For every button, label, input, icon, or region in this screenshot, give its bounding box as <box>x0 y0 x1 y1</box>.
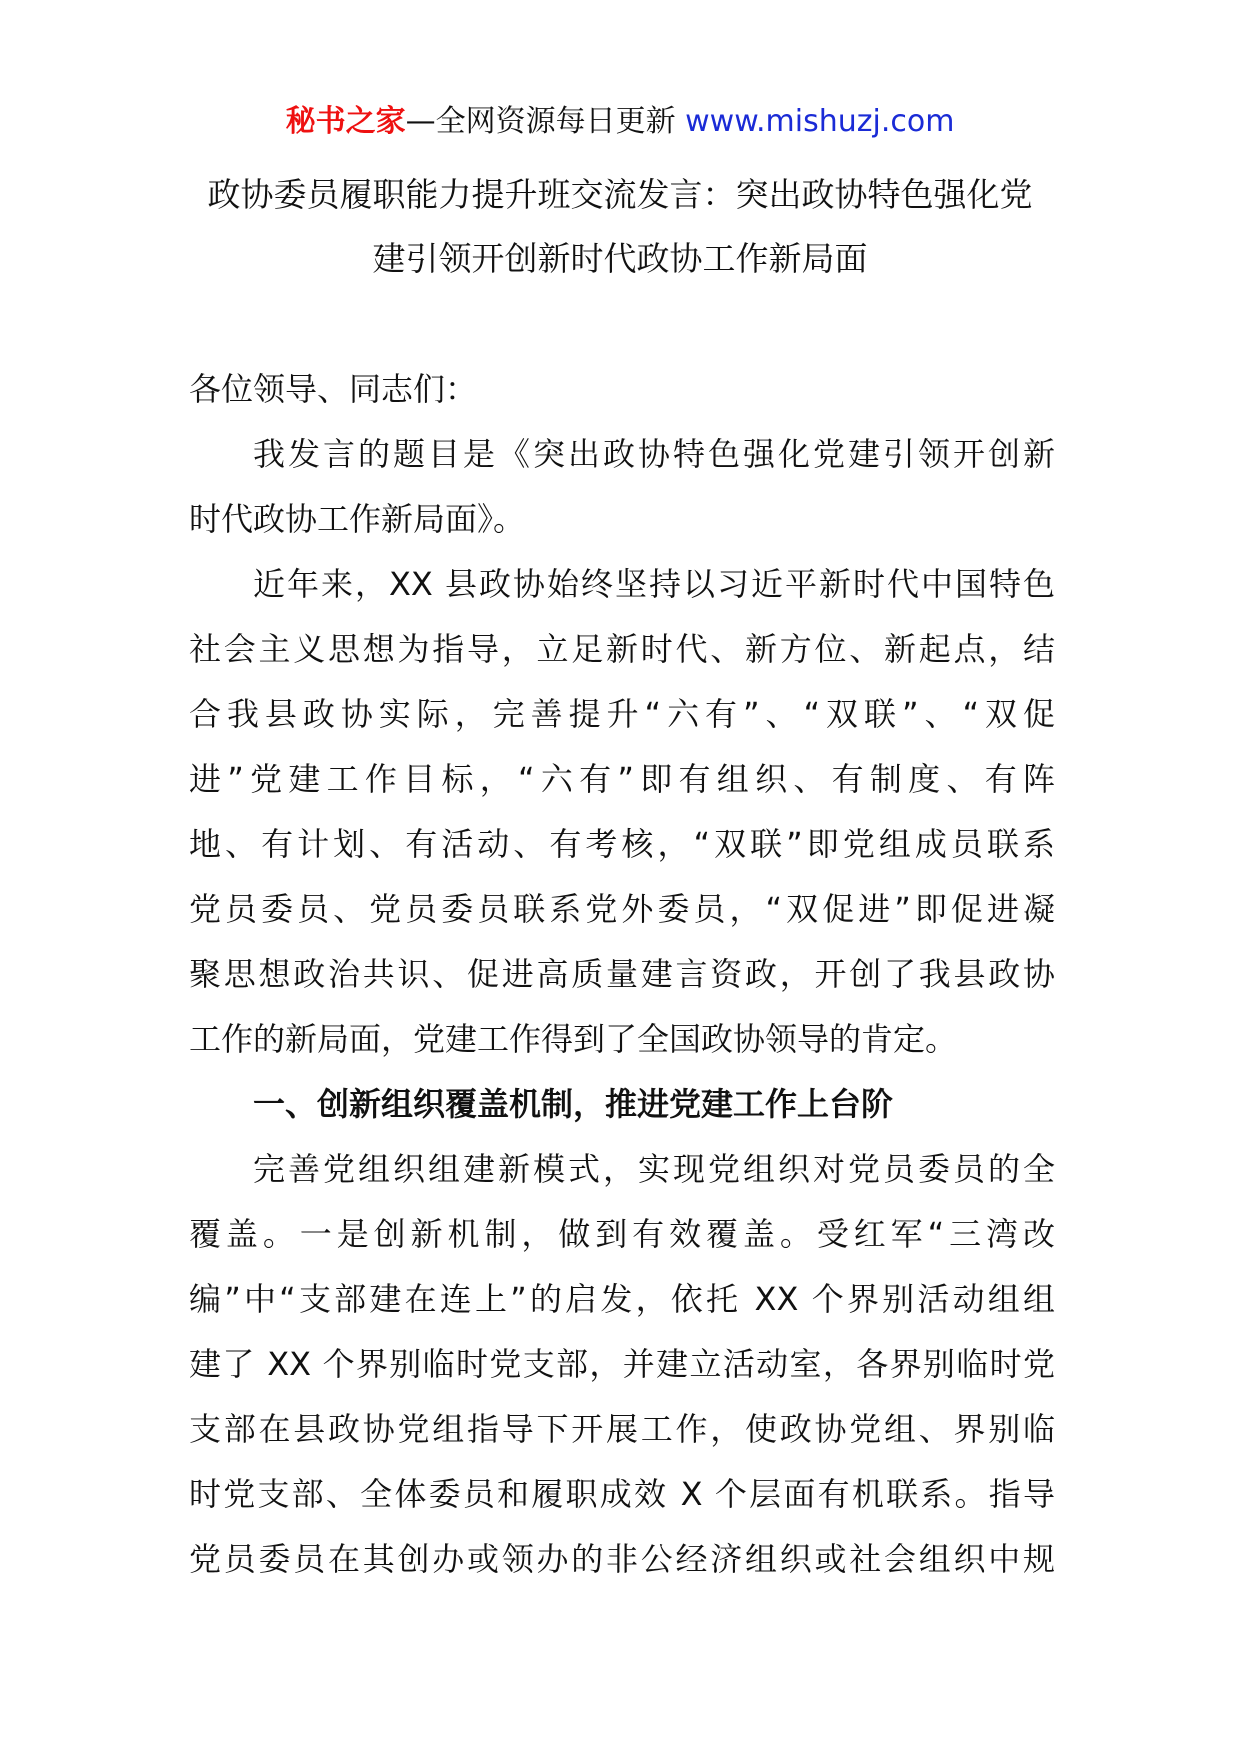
body-line: 时党支部、全体委员和履职成效 X 个层面有机联系。指导 <box>189 1475 1055 1513</box>
body-line: 完善党组织组建新模式，实现党组织对党员委员的全 <box>253 1150 1055 1188</box>
body-line: 进”党建工作目标，“六有”即有组织、有制度、有阵 <box>189 760 1055 798</box>
title-line-1: 政协委员履职能力提升班交流发言：突出政协特色强化党 <box>207 175 1033 214</box>
body-line: 建了 XX 个界别临时党支部，并建立活动室，各界别临时党 <box>189 1345 1055 1383</box>
document-body <box>189 357 1055 1592</box>
body-line: 支部在县政协党组指导下开展工作，使政协党组、界别临 <box>189 1410 1055 1448</box>
title-line-2: 建引领开创新时代政协工作新局面 <box>372 239 868 278</box>
body-line: 我发言的题目是《突出政协特色强化党建引领开创新 <box>253 435 1055 473</box>
document-title <box>0 163 1240 291</box>
body-line: 聚思想政治共识、促进高质量建言资政，开创了我县政协 <box>189 955 1055 993</box>
salutation: 各位领导、同志们： <box>189 370 478 408</box>
body-line: 合我县政协实际，完善提升“六有”、“双联”、“双促 <box>189 695 1055 733</box>
brand-name: 秘书之家 <box>285 104 406 139</box>
section-heading: 一、创新组织覆盖机制，推进党建工作上台阶 <box>253 1085 894 1123</box>
website-link[interactable]: www.mishuzj.com <box>685 104 955 139</box>
body-line: 党员委员、党员委员联系党外委员，“双促进”即促进凝 <box>189 890 1055 928</box>
body-line: 时代政协工作新局面》。 <box>189 500 526 538</box>
body-line: 编”中“支部建在连上”的启发，依托 XX 个界别活动组组 <box>189 1280 1055 1318</box>
body-line: 社会主义思想为指导，立足新时代、新方位、新起点，结 <box>189 630 1055 668</box>
banner-slogan: —全网资源每日更新 <box>405 104 686 139</box>
body-line: 近年来，XX 县政协始终坚持以习近平新时代中国特色 <box>253 565 1055 603</box>
header-banner <box>0 100 1240 144</box>
body-line: 工作的新局面，党建工作得到了全国政协领导的肯定。 <box>189 1020 958 1058</box>
body-line: 地、有计划、有活动、有考核，“双联”即党组成员联系 <box>189 825 1055 863</box>
body-line: 覆盖。一是创新机制，做到有效覆盖。受红军“三湾改 <box>189 1215 1055 1253</box>
body-line: 党员委员在其创办或领办的非公经济组织或社会组织中规 <box>189 1540 1055 1578</box>
